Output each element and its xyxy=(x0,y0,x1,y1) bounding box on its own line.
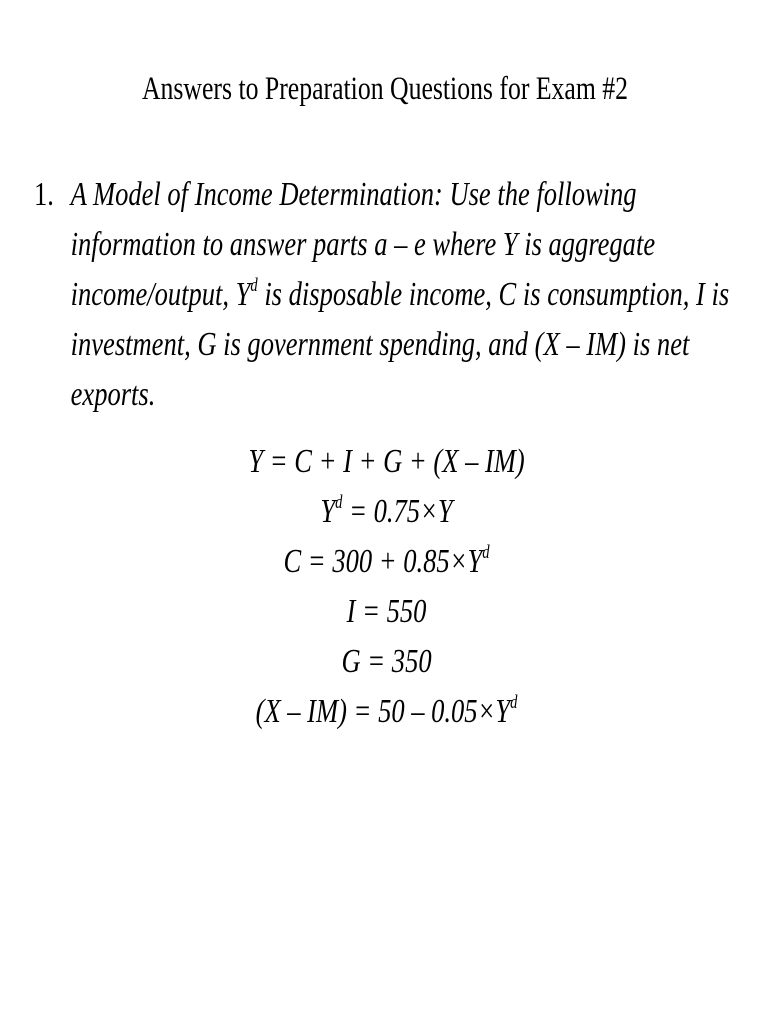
text-run: exports. xyxy=(70,376,156,413)
superscript-d: d xyxy=(250,274,258,296)
superscript-d: d xyxy=(482,541,490,563)
question-line xyxy=(71,170,718,220)
equation-net-exports xyxy=(86,687,687,737)
text-run: investment, G is government spending, and (X – IM) is net xyxy=(70,326,690,363)
equation-consumption xyxy=(86,537,687,587)
question-line xyxy=(71,320,718,370)
question-text xyxy=(70,170,730,420)
equation-block xyxy=(86,437,687,737)
question-line xyxy=(71,220,718,270)
text-run: G = 350 xyxy=(341,643,432,680)
text-run: A Model of Income Determination: Use the following xyxy=(70,176,637,213)
equation-investment xyxy=(86,587,687,637)
text-run: (X – IM) = 50 – 0.05×Y xyxy=(255,693,511,730)
text-run: is disposable income, C is consumption, I is xyxy=(257,276,730,313)
superscript-d: d xyxy=(335,491,343,513)
text-run: Y = C + I + G + (X – IM) xyxy=(248,443,525,480)
question-line xyxy=(71,370,718,420)
text-run: information to answer parts a – e where Y is aggregate xyxy=(70,226,656,263)
text-run: C = 300 + 0.85×Y xyxy=(283,543,483,580)
superscript-d: d xyxy=(510,691,518,713)
text-run: = 0.75×Y xyxy=(342,493,453,530)
document-title: Answers to Preparation Questions for Exam #2 xyxy=(141,71,629,107)
text-run: I = 550 xyxy=(346,593,427,630)
text-run: Y xyxy=(320,493,336,530)
equation-disposable-income xyxy=(86,487,687,537)
equation-government-spending xyxy=(86,637,687,687)
question-line xyxy=(70,270,730,320)
question-number: 1. xyxy=(34,176,54,213)
equation-aggregate-output xyxy=(86,437,687,487)
text-run: income/output, Y xyxy=(70,276,251,313)
